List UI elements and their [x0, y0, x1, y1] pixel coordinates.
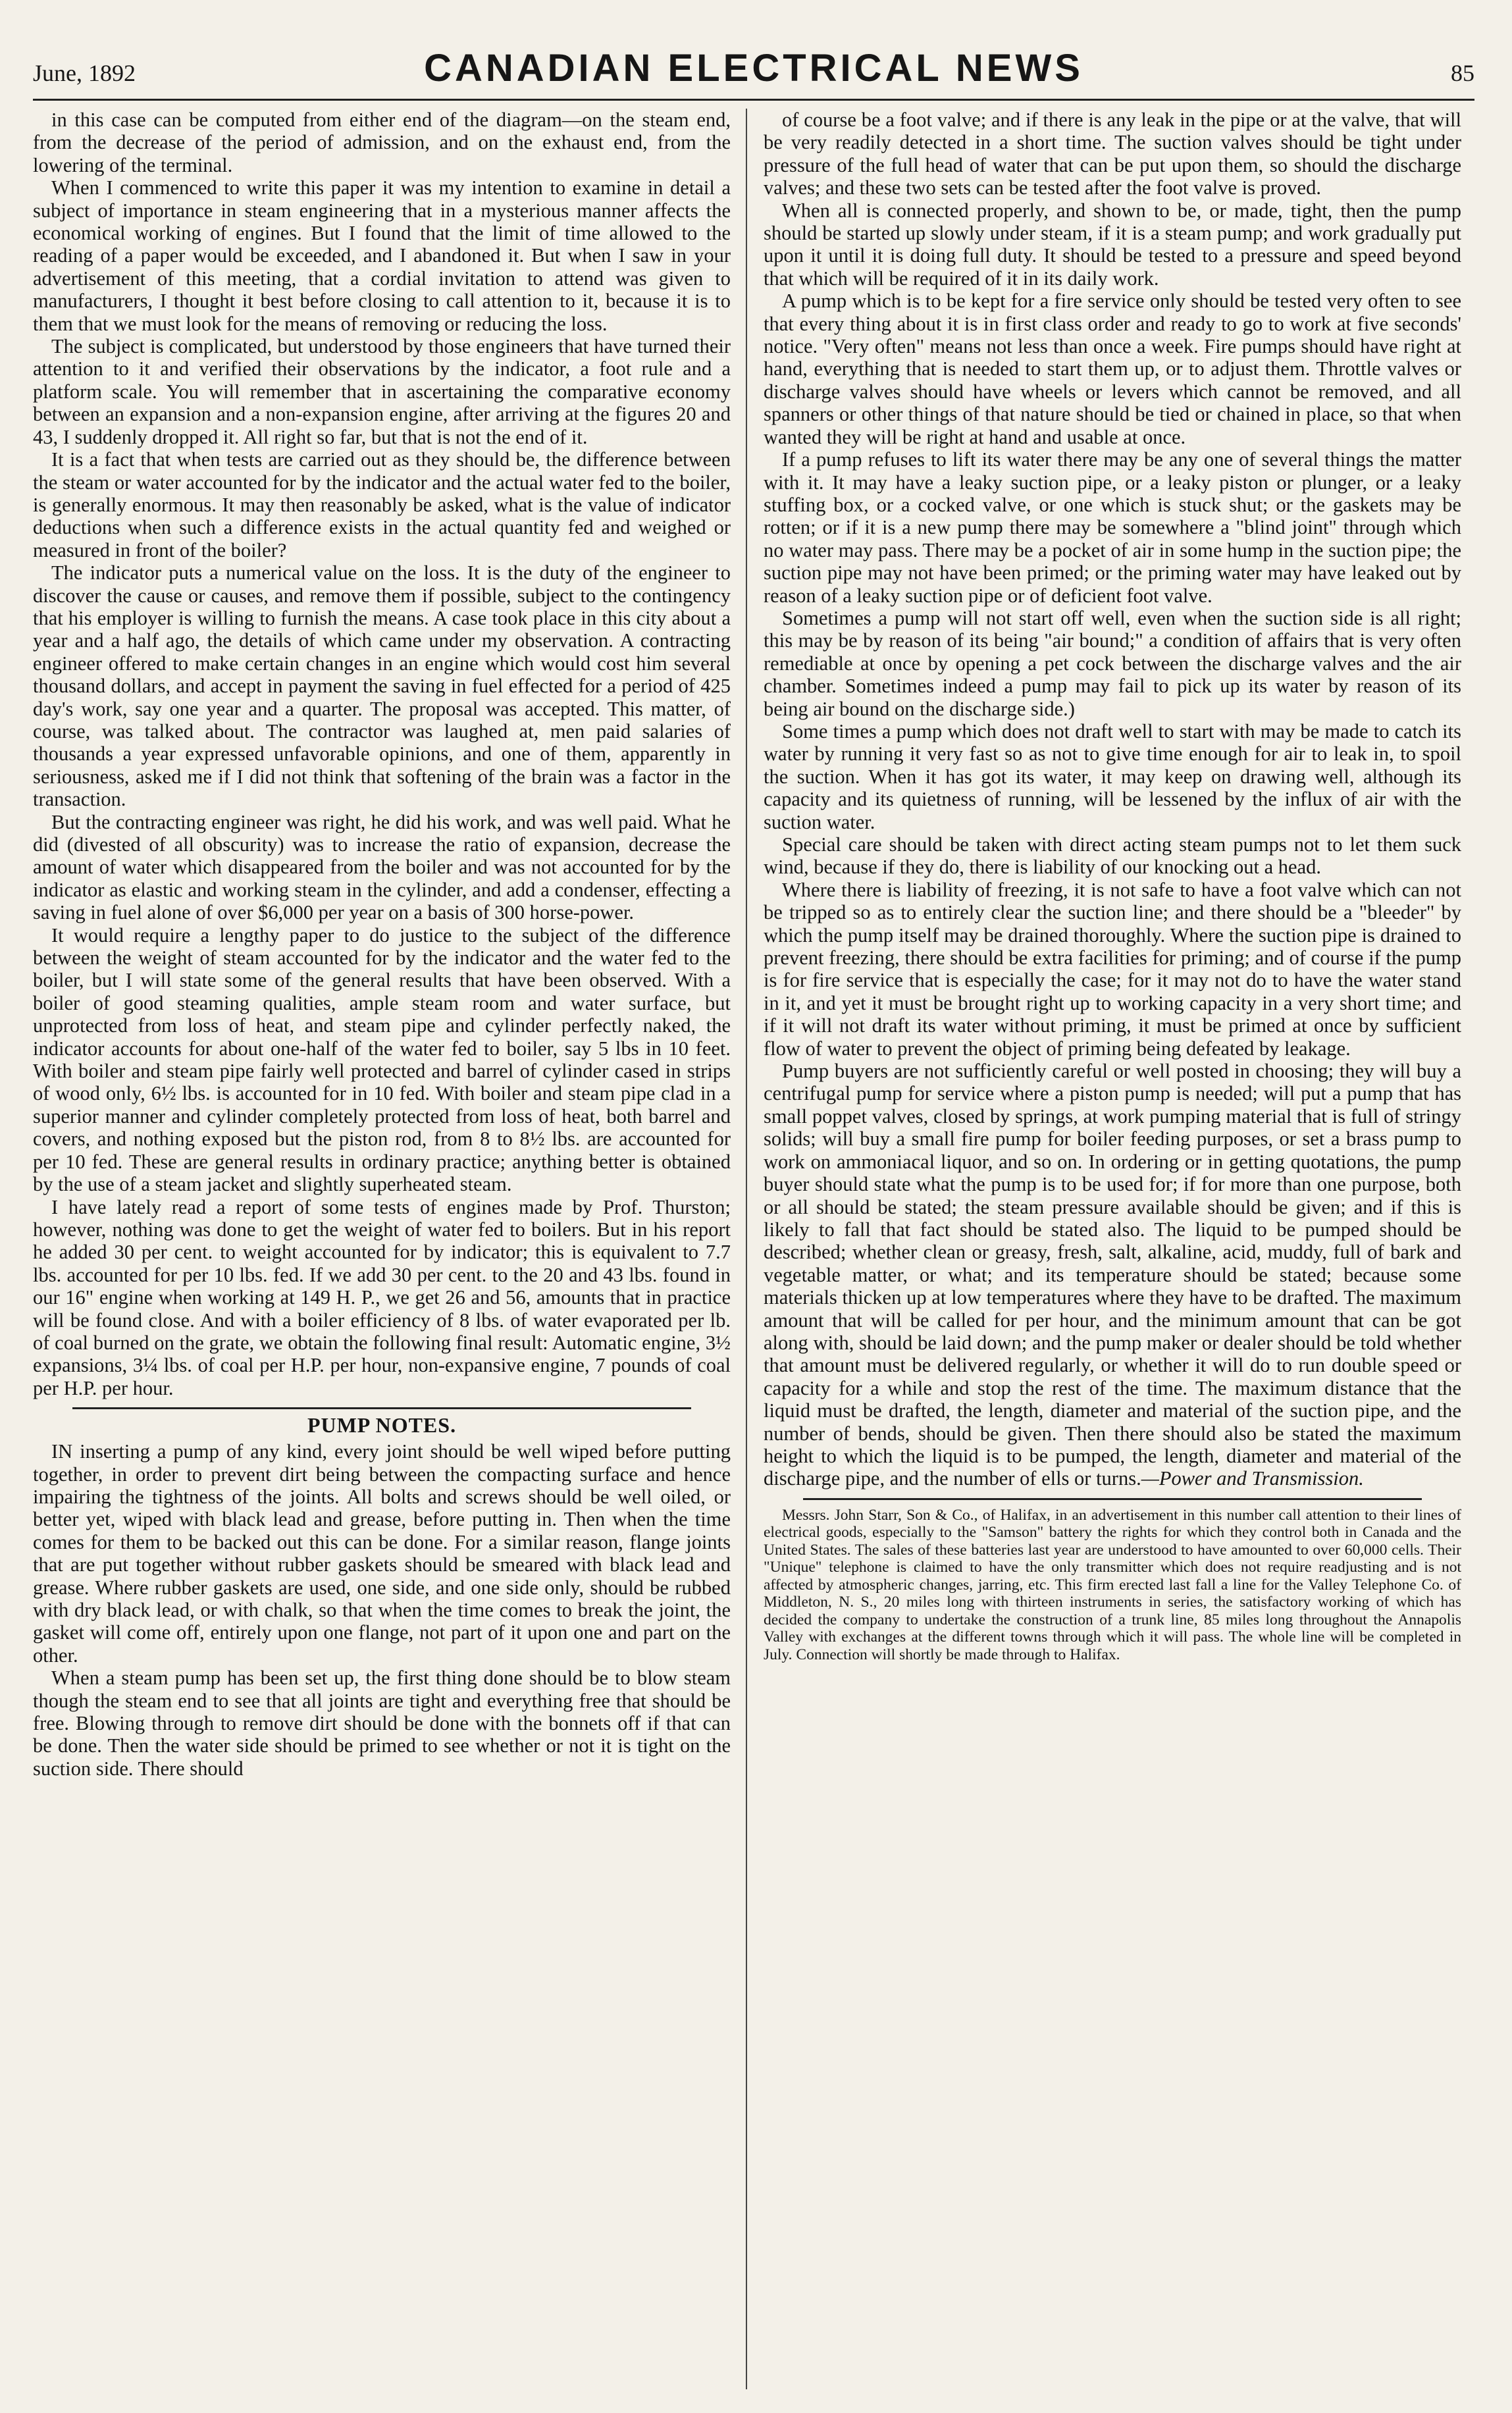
- article-paragraph: It is a fact that when tests are carried out as they should be, the difference between the steam or water accounted for by the indicator and the actual water fed to the boiler, is generally enormous. It may then reasonably be asked, what is the value of indicator deductions when such a difference exists in the actual quantity fed and weighed or measured in front of the boiler?: [33, 448, 731, 561]
- pump-notes-paragraph: Sometimes a pump will not start off well, even when the suction side is all right; this may be by reason of its being "air bound;" a condition of affairs that is very often remediable at once by opening a pet cock between the discharge valves and the air chamber. Sometimes indeed a pump may fail to pick up its water by reason of its being air bound on the discharge side.): [764, 606, 1461, 720]
- newspaper-page: [33, 46, 1474, 2389]
- page-header: [33, 46, 1474, 101]
- source-credit: —Power and Transmission.: [1141, 1467, 1364, 1490]
- news-note: [764, 1507, 1461, 1664]
- article-paragraph: When I commenced to write this paper it was my intention to examine in detail a subject of importance in steam engineering that in a mysterious manner affects the economical working of engines. But I found that the limit of time allowed to the reading of a paper would be exceeded, and I abandoned it. But when I saw in your advertisement of this meeting, that a cordial invitation to attend was given to manufacturers, I thought it best before closing to call attention to it, because it is to them that we must look for the means of removing or reducing the loss.: [33, 176, 731, 335]
- section-divider: [803, 1498, 1422, 1500]
- pump-notes-paragraph: Where there is liability of freezing, it is not safe to have a foot valve which can not be tripped so as to entirely clear the suction line; and there should be a "bleeder" by which the pump itself may be drained thoroughly. Where the suction pipe is drained to prevent freezing, there should be extra facilities for priming; and of course if the pump is for fire service that is especially the case; for it may not do to have the water stand in it, and yet it must be brought right up to working capacity in a very short time; and if it will not draft its water without priming, it must be primed at once by sufficient flow of water to prevent the object of priming being defeated by leakage.: [764, 878, 1461, 1060]
- article-paragraph: The subject is complicated, but understood by those engineers that have turned their attention to it and verified their observations by the indicator, a foot rule and a platform scale. You will remember that in ascertaining the comparative economy between an expansion and a non-expansion engine, after arriving at the figures 20 and 43, I suddenly dropped it. All right so far, but that is not the end of it.: [33, 335, 731, 448]
- pump-notes-paragraph: IN inserting a pump of any kind, every joint should be well wiped before putting together, in order to prevent dirt being between the compacting surface and hence impairing the tightness of the joints. All bolts and screws should be well oiled, or better yet, wiped with black lead and grease, before putting in. Then when the time comes for them to be backed out this can be done. For a similar reason, flange joints that are put together without rubber gaskets should be smeared with black lead and grease. Where rubber gaskets are used, one side, and one side only, should be rubbed with dry black lead, or with chalk, so that when the time comes to break the joint, the gasket will come off, entirely upon one flange, not part of it upon one and part on the other.: [33, 1440, 731, 1667]
- article-paragraph: I have lately read a report of some tests of engines made by Prof. Thurston; however, nothing was done to get the weight of water fed to boilers. But in his report he added 30 per cent. to weight accounted for by indicator; this is equivalent to 7.7 lbs. accounted for per 10 lbs. fed. If we add 30 per cent. to the 20 and 43 lbs. found in our 16" engine when working at 149 H. P., we get 26 and 56, amounts that in practice will be found close. And with a boiler efficiency of 8 lbs. of water evaporated per lb. of coal burned on the grate, we obtain the following final result: Automatic engine, 3½ expansions, 3¼ lbs. of coal per H.P. per hour, non-expansive engine, 7 pounds of coal per H.P. per hour.: [33, 1195, 731, 1399]
- news-note-text: Messrs. John Starr, Son & Co., of Halifax, in an advertisement in this number call attention to their lines of electrical goods, especially to the "Samson" battery the rights for which they control both in Canada and the United States. The sales of these batteries last year are understood to have amounted to over 60,000 cells. Their "Unique" telephone is claimed to have the only transmitter which does not require readjusting and is not affected by atmospheric changes, jarring, etc. This firm erected last fall a line for the Valley Telephone Co. of Middleton, N. S., 20 miles long with thirteen instruments in series, the satisfactory working of which has decided the company to undertake the construction of a trunk line, 85 miles long throughout the Annapolis Valley with exchanges at the different towns through which it will pass. The whole line will be completed in July. Connection will shortly be made through to Halifax.: [764, 1506, 1461, 1663]
- article-paragraph: in this case can be computed from either end of the diagram—on the steam end, from the decrease of the period of admission, and on the exhaust end, from the lowering of the terminal.: [33, 109, 731, 176]
- left-column: [33, 109, 731, 2389]
- article-paragraph: But the contracting engineer was right, he did his work, and was well paid. What he did (divested of all obscurity) was to increase the ratio of expansion, decrease the amount of water which disappeared from the boiler and was not accounted for by the indicator as elastic and working steam in the cylinder, and add a condenser, effecting a saving in fuel alone of over $6,000 per year on a basis of 300 horse-power.: [33, 810, 731, 924]
- pump-notes-paragraph: Some times a pump which does not draft well to start with may be made to catch its water by running it very fast so as not to give time enough for air to leak in, to spoil the suction. When it has got its water, it may keep on drawing well, although its capacity and its quietness of running, will be lessened by the influx of air with the suction water.: [764, 719, 1461, 833]
- section-heading: PUMP NOTES.: [307, 1413, 457, 1438]
- column-rule: [746, 109, 747, 2389]
- pump-notes-paragraph: When a steam pump has been set up, the first thing done should be to blow steam though the steam end to see that all joints are tight and everything free that should be free. Blowing through to remove dirt should be done with the bonnets off if that can be done. Then the water side should be primed to see whether or not it is tight on the suction side. There should: [33, 1667, 731, 1780]
- section-divider: [72, 1407, 691, 1409]
- pump-notes-paragraph: When all is connected properly, and shown to be, or made, tight, then the pump should be started up slowly under steam, if it is a steam pump; and work gradually put upon it until it is doing full duty. It should be tested to a pressure and speed beyond that which will be required of it in its daily work.: [764, 199, 1461, 290]
- page-number: 85: [1451, 60, 1474, 86]
- pump-notes-paragraph: A pump which is to be kept for a fire service only should be tested very often to see that every thing about it is in first class order and ready to go to work at five seconds' notice. "Very often" means not less than once a week. Fire pumps should have right at hand, everything that is needed to start them up, or to adjust them. Throttle valves or discharge valves should have wheels or levers which cannot be removed, and all spanners or other things of that nature should be tied or chained in place, so that when wanted they will be right at hand and usable at once.: [764, 290, 1461, 448]
- publication-title: CANADIAN ELECTRICAL NEWS: [424, 47, 1083, 90]
- pump-notes-paragraph: Special care should be taken with direct acting steam pumps not to let them suck wind, because if they do, there is liability of our knocking out a head.: [764, 833, 1461, 879]
- pump-notes-paragraph: If a pump refuses to lift its water there may be any one of several things the matter with it. It may have a leaky suction pipe, or a leaky piston or plunger, or a leaky stuffing box, or a cocked valve, or one which is stuck shut; or the gaskets may be rotten; or if it is a new pump there may be somewhere a "blind joint" through which no water may pass. There may be a pocket of air in some hump in the suction pipe; the suction pipe may not have been primed; or the priming water may have leaked out by reason of a leaky suction pipe or of deficient foot valve.: [764, 448, 1461, 607]
- article-paragraph: The indicator puts a numerical value on the loss. It is the duty of the engineer to discover the cause or causes, and remove them if possible, subject to the contingency that his employer is willing to furnish the means. A case took place in this city about a year and a half ago, the details of which came under my observation. A contracting engineer offered to make certain changes in an engine which would cost him several thousand dollars, and accept in payment the saving in fuel effected for a period of 425 day's work, say one year and a quarter. The proposal was accepted. This matter, of course, was talked about. The contractor was laughed at, men paid salaries of thousands a year expressed unfavorable opinions, and one of them, apparently in seriousness, asked me if I did not think that softening of the brain was a factor in the transaction.: [33, 561, 731, 811]
- paragraph-text: Pump buyers are not sufficiently careful or well posted in choosing; they will buy a centrifugal pump for service where a piston pump is needed; will put a pump that has small poppet valves, closed by springs, at work pumping material that is full of stringy solids; will buy a small fire pump for boiler feeding purposes, or set a brass pump to work on ammoniacal liquor, and so on. In ordering or in getting quotations, the pump buyer should state what the pump is to be used for; if for more than one purpose, both or all should be stated; the steam pressure available should be given; and if this is likely to fall that fact should be stated also. The liquid to be pumped should be described; whether clean or greasy, fresh, salt, alkaline, acid, muddy, full of bark and vegetable matter, or what; and its temperature should be stated; because some materials thicken up at low temperatures where they have to be drafted. The maximum amount that will be called for per hour, and the minimum amount that can be got along with, should be laid down; and the pump maker or dealer should be told whether that amount must be delivered regularly, or whether it will do to run double speed or capacity for a while and stop the rest of the time. The maximum distance that the liquid must be drafted, the length, diameter and material of the suction pipe, and the number of bends, should be given. Then there should also be stated the maximum height to which the liquid is to be pumped, the length, diameter and material of the discharge pipe, and the number of ells or turns.: [764, 1060, 1461, 1490]
- pump-notes-paragraph: of course be a foot valve; and if there is any leak in the pipe or at the valve, that will be very readily detected in a short time. The suction valves should be tight under pressure of the full head of water that can be put upon them, so should the discharge valves; and these two sets can be tested after the foot valve is proved.: [764, 109, 1461, 199]
- article-columns: [33, 109, 1474, 2389]
- pump-notes-paragraph: [764, 1060, 1461, 1490]
- article-paragraph: It would require a lengthy paper to do justice to the subject of the difference between the weight of steam accounted for by the indicator and the water fed to the boiler, but I will state some of the general results that have been observed. With a boiler of good steaming qualities, ample steam room and water surface, but unprotected from loss of heat, and steam pipe and cylinder perfectly naked, the indicator accounts for about one-half of the water fed to boiler, say 5 lbs in 10 feet. With boiler and steam pipe fairly well protected and barrel of cylinder cased in strips of wood only, 6½ lbs. is accounted for in 10 fed. With boiler and steam pipe clad in a superior manner and cylinder completely protected from loss of heat, both barrel and covers, and nothing exposed but the piston rod, from 8 to 8½ lbs. are accounted for per 10 fed. These are general results in ordinary practice; anything better is obtained by the use of a steam jacket and slightly superheated steam.: [33, 923, 731, 1196]
- right-column: [764, 109, 1461, 2389]
- issue-date: June, 1892: [33, 60, 136, 86]
